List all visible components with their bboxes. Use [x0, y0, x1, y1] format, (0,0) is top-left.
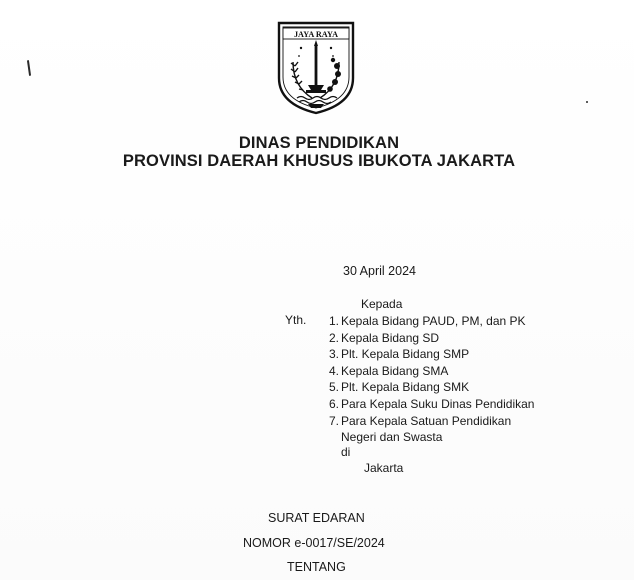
- list-item-text: Negeri dan Swasta: [341, 430, 443, 445]
- list-item-number: 2.: [328, 330, 339, 345]
- list-item-number: 7.: [328, 413, 339, 428]
- recipient-list: [310, 313, 534, 446]
- document-number: NOMOR e-0017/SE/2024: [243, 536, 385, 550]
- list-item-number: 3.: [328, 347, 339, 362]
- list-item-text: Para Kepala Satuan Pendidikan: [341, 413, 512, 428]
- list-item: [310, 379, 534, 396]
- scan-speck: [586, 101, 588, 103]
- list-item-text: Kepala Bidang SD: [341, 330, 440, 345]
- list-item-number: 1.: [328, 314, 339, 328]
- list-item-number: 6.: [328, 396, 339, 411]
- list-item-text: Kepala Bidang PAUD, PM, dan PK: [341, 314, 526, 328]
- to-label: Kepada: [361, 297, 403, 311]
- destination-city: Jakarta: [364, 461, 404, 475]
- list-item-text: Para Kepala Suku Dinas Pendidikan: [341, 396, 535, 411]
- crest-motto: JAYA RAYA: [293, 29, 339, 39]
- list-item-text: Kepala Bidang SMA: [341, 363, 449, 378]
- list-item: [310, 313, 534, 330]
- organization-province: PROVINSI DAERAH KHUSUS IBUKOTA JAKARTA: [122, 152, 516, 170]
- list-item-number: 4.: [328, 363, 339, 378]
- list-item-number: 5.: [328, 380, 339, 395]
- at-label: di: [341, 445, 351, 459]
- letter-date: 30 April 2024: [343, 264, 416, 278]
- list-item-text: Plt. Kepala Bidang SMK: [341, 380, 470, 395]
- list-item-text: Plt. Kepala Bidang SMP: [341, 347, 470, 362]
- list-item: [310, 363, 534, 380]
- list-item: [310, 396, 534, 413]
- salutation: Yth.: [285, 313, 307, 327]
- organization-name: DINAS PENDIDIKAN: [238, 134, 400, 152]
- jakarta-crest-logo: [275, 20, 357, 116]
- list-item: [310, 330, 534, 347]
- list-item: [310, 413, 534, 430]
- scan-speck: [27, 60, 31, 76]
- list-item: [310, 346, 534, 363]
- document-type: SURAT EDARAN: [268, 511, 365, 525]
- list-item-continuation: [310, 429, 534, 446]
- document-subject-label: TENTANG: [287, 560, 346, 574]
